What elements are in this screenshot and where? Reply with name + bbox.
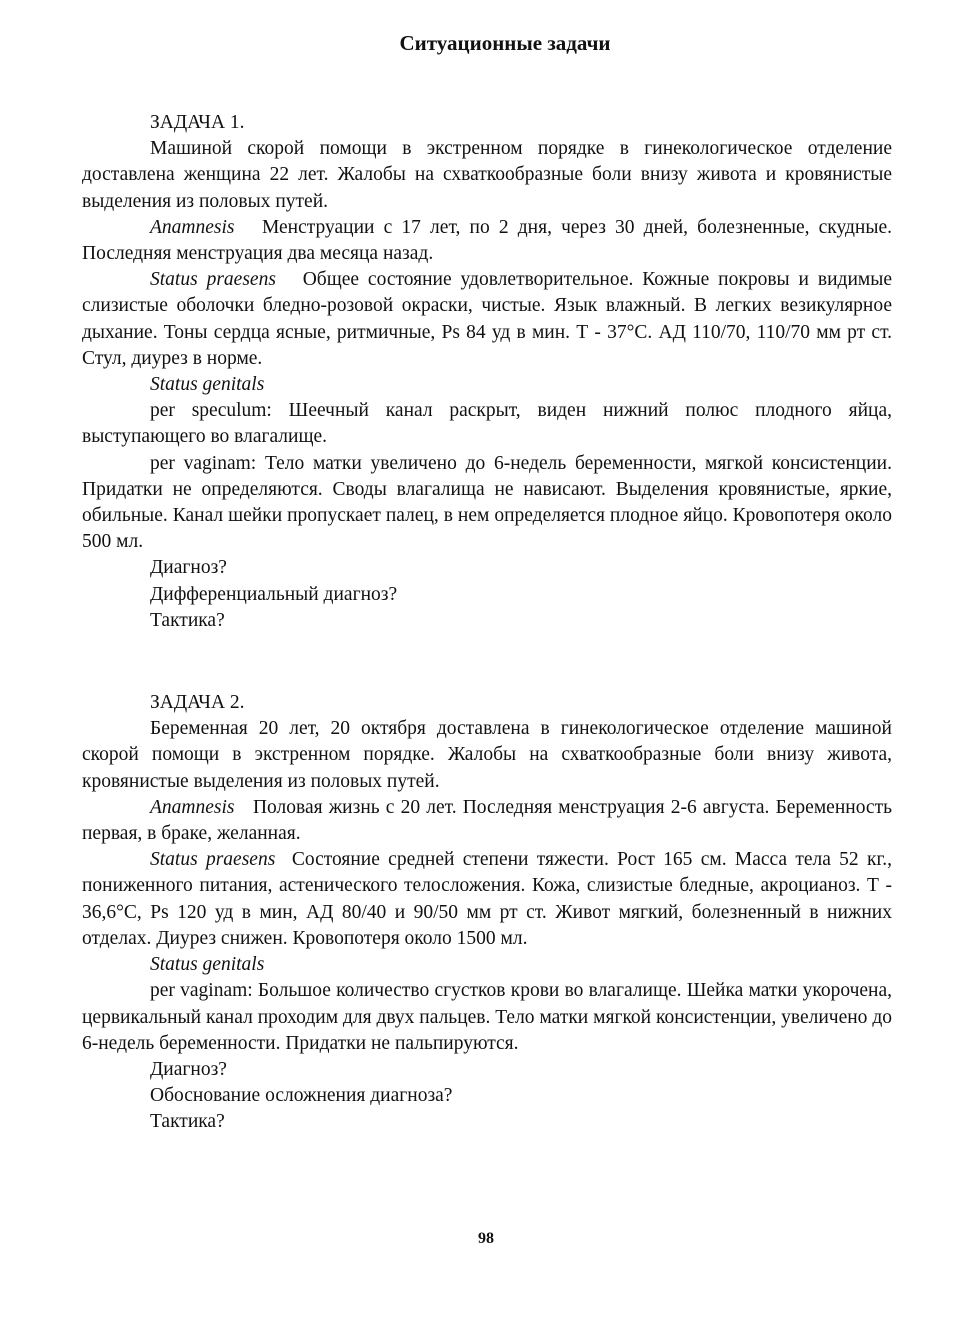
page-title: Ситуационные задачи bbox=[399, 31, 611, 55]
question: Диагноз? bbox=[150, 1058, 227, 1080]
anamnesis-label: Anamnesis bbox=[150, 216, 235, 238]
question: Тактика? bbox=[150, 609, 225, 631]
task-1 bbox=[82, 110, 892, 634]
question: Диагноз? bbox=[150, 557, 227, 579]
anamnesis-text: Половая жизнь с 20 лет. Последняя менструация 2-6 августа. Беременность первая, в браке, желанная. bbox=[82, 796, 892, 845]
status-praesens-text: Общее состояние удовлетворительное. Кожные покровы и видимые слизистые оболочки бледно-розовой окраски, чистые. Язык влажный. В легких везикулярное дыхание. Тоны сердца ясные, ритмичные, Ps 84 уд в мин. Т - 37°С. АД 110/70, 110/70 мм рт ст. Стул, диурез в норме. bbox=[82, 269, 893, 369]
status-praesens-text: Состояние средней степени тяжести. Рост 165 см. Масса тела 52 кг., пониженного питания, астенического телосложения. Кожа, слизистые бледные, акроцианоз. Т - 36,6°С, Ps 120 уд в мин, АД 80/40 и 90/50 мм рт ст. Живот мягкий, болезненный в нижних отделах. Диурез снижен. Кровопотеря около 1500 мл. bbox=[82, 849, 892, 949]
status-praesens-paragraph bbox=[82, 847, 892, 952]
question: Дифференциальный диагноз? bbox=[150, 583, 398, 605]
task-2 bbox=[82, 690, 892, 1135]
status-genitals-label: Status genitals bbox=[150, 954, 265, 976]
status-genitals-label: Status genitals bbox=[150, 374, 265, 396]
anamnesis-paragraph bbox=[82, 795, 892, 847]
document-page bbox=[82, 28, 892, 1136]
section-gap bbox=[82, 634, 892, 690]
question: Обоснование осложнения диагноза? bbox=[150, 1085, 453, 1107]
exam-paragraph: per vaginam: Большое количество сгустков крови во влагалище. Шейка матки укорочена, цервикальный канал проходим для двух пальцев. Тело матки мягкой консистенции, увеличено до 6-недель беременности. Придатки не пальпируются. bbox=[82, 980, 892, 1054]
status-praesens-label: Status praesens bbox=[150, 849, 276, 871]
task-intro: Беременная 20 лет, 20 октября доставлена в гинекологическое отделение машиной скорой помощи в экстренном порядке. Жалобы на схваткообразные боли внизу живота, кровянистые выделения из половых путей. bbox=[82, 718, 892, 792]
task-heading: ЗАДАЧА 2. bbox=[150, 692, 245, 714]
exam-paragraph: per speculum: Шеечный канал раскрыт, виден нижний полюс плодного яйца, выступающего во влагалище. bbox=[82, 400, 892, 448]
task-intro: Машиной скорой помощи в экстренном порядке в гинекологическое отделение доставлена женщина 22 лет. Жалобы на схваткообразные боли внизу живота и кровянистые выделения из половых путей. bbox=[82, 138, 892, 212]
anamnesis-label: Anamnesis bbox=[150, 796, 235, 818]
status-praesens-label: Status praesens bbox=[150, 269, 276, 291]
page-number: 98 bbox=[478, 1230, 494, 1247]
exam-paragraph: per vaginam: Тело матки увеличено до 6-недель беременности, мягкой консистенции. Придатки не определяются. Своды влагалища не нависают. Выделения кровянистые, яркие, обильные. Канал шейки пропускает палец, в нем определяется плодное яйцо. Кровопотеря около 500 мл. bbox=[82, 452, 892, 553]
question: Тактика? bbox=[150, 1111, 225, 1133]
status-praesens-paragraph bbox=[82, 267, 892, 372]
task-heading: ЗАДАЧА 1. bbox=[150, 112, 245, 133]
anamnesis-paragraph bbox=[82, 215, 892, 267]
anamnesis-text: Менструации с 17 лет, по 2 дня, через 30 дней, болезненные, скудные. Последняя менструация два месяца назад. bbox=[82, 216, 892, 265]
